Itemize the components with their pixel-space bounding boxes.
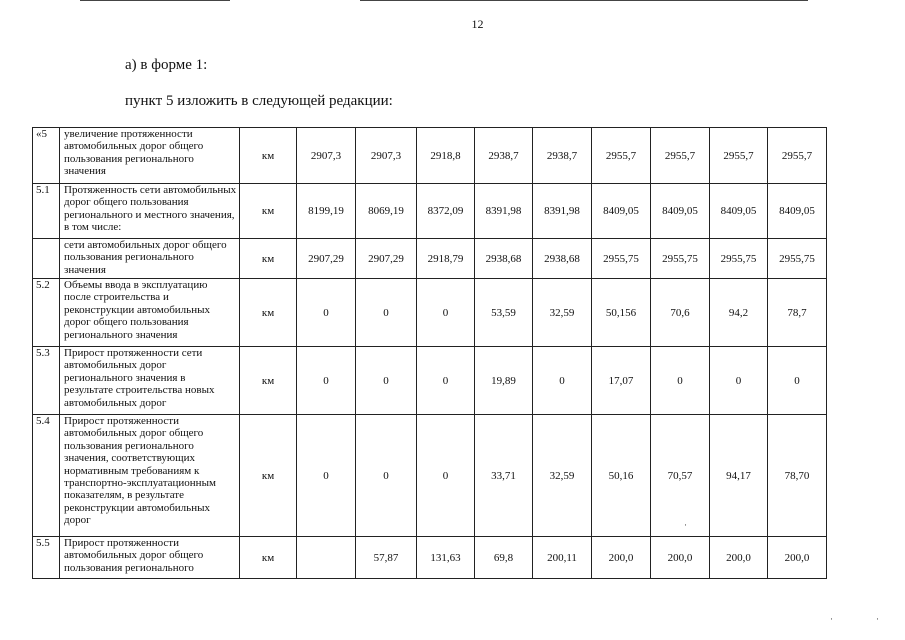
table-row bbox=[33, 415, 827, 537]
indicator-name: Прирост протяженности автомобильных дорог общего пользования регионального значения, соответствующих нормативным требованиям к транспортно-эксплуатационным показателям, в результате реконструкции автомобильных дорог bbox=[60, 415, 240, 537]
value-cell: 0 bbox=[297, 415, 356, 537]
value-cell: 0 bbox=[533, 347, 592, 415]
value-cell: 0 bbox=[710, 347, 768, 415]
value-cell: 57,87 bbox=[356, 537, 417, 579]
value-cell: 94,17 bbox=[710, 415, 768, 537]
value-cell: 200,0 bbox=[768, 537, 827, 579]
row-number: 5.3 bbox=[33, 347, 60, 415]
value-cell: 2938,68 bbox=[533, 239, 592, 279]
row-number: «5 bbox=[33, 128, 60, 184]
value-cell: 17,07 bbox=[592, 347, 651, 415]
value-cell: 8199,19 bbox=[297, 184, 356, 239]
value-cell: 2955,7 bbox=[768, 128, 827, 184]
value-cell: 131,63 bbox=[417, 537, 475, 579]
value-cell: 70,57 bbox=[651, 415, 710, 537]
value-cell: 2955,7 bbox=[710, 128, 768, 184]
unit-cell: км bbox=[240, 347, 297, 415]
table-row bbox=[33, 239, 827, 279]
indicator-name: Протяженность сети автомобильных дорог общего пользования регионального и местного значения, в том числе: bbox=[60, 184, 240, 239]
value-cell: 0 bbox=[651, 347, 710, 415]
value-cell: 2907,3 bbox=[356, 128, 417, 184]
value-cell: 0 bbox=[297, 279, 356, 347]
indicator-name: Прирост протяженности автомобильных дорог общего пользования регионального bbox=[60, 537, 240, 579]
value-cell: 8409,05 bbox=[710, 184, 768, 239]
unit-cell: км bbox=[240, 239, 297, 279]
value-cell: 32,59 bbox=[533, 279, 592, 347]
row-number bbox=[33, 239, 60, 279]
intro-line: а) в форме 1: bbox=[125, 57, 208, 73]
value-cell: 8069,19 bbox=[356, 184, 417, 239]
indicator-name: Прирост протяженности сети автомобильных дорог регионального значения в результате строительства новых автомобильных дорог bbox=[60, 347, 240, 415]
value-cell: 2907,3 bbox=[297, 128, 356, 184]
value-cell: 8409,05 bbox=[768, 184, 827, 239]
scan-speck: · bbox=[830, 614, 833, 624]
value-cell: 78,70 bbox=[768, 415, 827, 537]
value-cell: 69,8 bbox=[475, 537, 533, 579]
value-cell: 32,59 bbox=[533, 415, 592, 537]
value-cell: 8409,05 bbox=[651, 184, 710, 239]
value-cell: 200,0 bbox=[710, 537, 768, 579]
header-rule-right bbox=[360, 0, 808, 1]
value-cell: 2907,29 bbox=[356, 239, 417, 279]
value-cell: 2938,68 bbox=[475, 239, 533, 279]
value-cell: 8409,05 bbox=[592, 184, 651, 239]
unit-cell: км bbox=[240, 128, 297, 184]
value-cell: 53,59 bbox=[475, 279, 533, 347]
value-cell: 78,7 bbox=[768, 279, 827, 347]
value-cell: 0 bbox=[297, 347, 356, 415]
table-row bbox=[33, 537, 827, 579]
instruction-line: пункт 5 изложить в следующей редакции: bbox=[125, 93, 393, 109]
scan-speck: · bbox=[684, 520, 687, 530]
row-number: 5.5 bbox=[33, 537, 60, 579]
indicator-name: Объемы ввода в эксплуатацию после строительства и реконструкции автомобильных дорог общего пользования регионального значения bbox=[60, 279, 240, 347]
value-cell bbox=[297, 537, 356, 579]
value-cell: 50,16 bbox=[592, 415, 651, 537]
value-cell: 94,2 bbox=[710, 279, 768, 347]
value-cell: 2955,75 bbox=[710, 239, 768, 279]
indicators-table bbox=[32, 127, 827, 579]
unit-cell: км bbox=[240, 415, 297, 537]
value-cell: 0 bbox=[356, 347, 417, 415]
row-number: 5.1 bbox=[33, 184, 60, 239]
value-cell: 200,0 bbox=[651, 537, 710, 579]
value-cell: 0 bbox=[417, 279, 475, 347]
value-cell: 50,156 bbox=[592, 279, 651, 347]
header-rule-left bbox=[80, 0, 230, 1]
value-cell: 2955,7 bbox=[592, 128, 651, 184]
table-row bbox=[33, 184, 827, 239]
value-cell: 8372,09 bbox=[417, 184, 475, 239]
page-number: 12 bbox=[471, 17, 484, 31]
indicator-name: увеличение протяженности автомобильных дорог общего пользования регионального значения bbox=[60, 128, 240, 184]
table-row bbox=[33, 279, 827, 347]
value-cell: 0 bbox=[768, 347, 827, 415]
value-cell: 2955,75 bbox=[651, 239, 710, 279]
row-number: 5.4 bbox=[33, 415, 60, 537]
value-cell: 2918,8 bbox=[417, 128, 475, 184]
table-row bbox=[33, 347, 827, 415]
value-cell: 0 bbox=[356, 415, 417, 537]
unit-cell: км bbox=[240, 279, 297, 347]
value-cell: 200,0 bbox=[592, 537, 651, 579]
value-cell: 2918,79 bbox=[417, 239, 475, 279]
value-cell: 0 bbox=[417, 347, 475, 415]
scan-speck: · bbox=[876, 614, 879, 624]
value-cell: 2938,7 bbox=[475, 128, 533, 184]
value-cell: 0 bbox=[356, 279, 417, 347]
unit-cell: км bbox=[240, 537, 297, 579]
row-number: 5.2 bbox=[33, 279, 60, 347]
value-cell: 200,11 bbox=[533, 537, 592, 579]
value-cell: 2938,7 bbox=[533, 128, 592, 184]
value-cell: 19,89 bbox=[475, 347, 533, 415]
unit-cell: км bbox=[240, 184, 297, 239]
value-cell: 0 bbox=[417, 415, 475, 537]
value-cell: 8391,98 bbox=[475, 184, 533, 239]
value-cell: 2955,7 bbox=[651, 128, 710, 184]
value-cell: 70,6 bbox=[651, 279, 710, 347]
value-cell: 2955,75 bbox=[592, 239, 651, 279]
value-cell: 2907,29 bbox=[297, 239, 356, 279]
table-row bbox=[33, 128, 827, 184]
value-cell: 8391,98 bbox=[533, 184, 592, 239]
value-cell: 33,71 bbox=[475, 415, 533, 537]
indicator-name: сети автомобильных дорог общего пользования регионального значения bbox=[60, 239, 240, 279]
value-cell: 2955,75 bbox=[768, 239, 827, 279]
